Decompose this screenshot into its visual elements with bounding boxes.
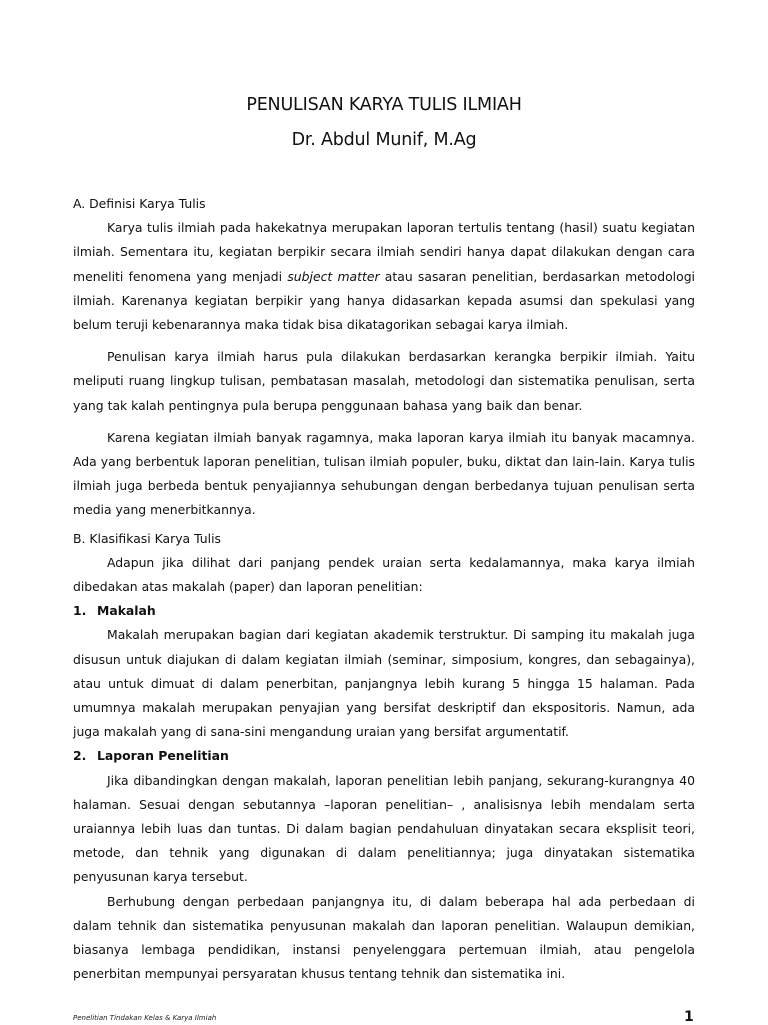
laporan-paragraph-2: Berhubung dengan perbedaan panjangnya itu, di dalam beberapa hal ada perbedaan di dalam tehnik dan sistematika penyusunan makalah dan laporan penelitian. Walaupun demikian, biasanya lembaga pendidikan, instansi penyelenggara pertemuan ilmiah, atau pengelola penerbitan mempunyai persyaratan khusus tentang tehnik dan sistematika ini. <box>73 893 695 982</box>
section-a-p1-text-end: atau sasaran penelitian, berdasarkan metodologi ilmiah. Karenanya kegiatan berpikir yang hanya didasarkan kepada asumsi dan spekulasi yang belum teruji kebenarannya maka tidak bisa dikatagorikan sebagai karya ilmiah. <box>73 268 696 333</box>
document-body <box>73 192 695 987</box>
page-number: 1 <box>684 1009 694 1025</box>
list-item-1-title: Makalah <box>97 603 156 619</box>
document-author: Dr. Abdul Munif, M.Ag <box>291 130 477 150</box>
laporan-paragraph-1: Jika dibandingkan dengan makalah, laporan penelitian lebih panjang, sekurang-kurangnya 40 halaman. Sesuai dengan sebutannya –laporan penelitian– , analisisnya lebih mendalam serta uraiannya lebih luas dan tuntas. Di dalam bagian pendahuluan dinyatakan secara eksplisit teori, metode, dan tehnik yang digunakan di dalam penelitiannya; juga dinyatakan sistematika penyusunan karya tersebut. <box>73 772 695 885</box>
section-b-heading: B. Klasifikasi Karya Tulis <box>73 530 221 546</box>
list-item-1-heading <box>73 599 695 623</box>
section-a-p1-text-start: Karya tulis ilmiah pada hakekatnya merupakan laporan tertulis tentang (hasil) suatu kegiatan ilmiah. Sementara itu, kegiatan berpikir secara ilmiah sendiri hanya dapat dilakukan dengan cara meneliti fenomena yang menjadi <box>73 220 695 284</box>
list-item-2-heading <box>73 744 695 768</box>
list-item-1-number: 1. <box>73 603 87 619</box>
makalah-paragraph-1: Makalah merupakan bagian dari kegiatan akademik terstruktur. Di samping itu makalah juga disusun untuk diajukan di dalam kegiatan ilmiah (seminar, simposium, kongres, dan sebagainya), atau untuk dimuat di dalam penerbitan, panjangnya lebih kurang 5 hingga 15 halaman. Pada umumnya makalah merupakan penyajian yang bersifat deskriptif dan ekspositoris. Namun, ada juga makalah yang di sana-sini mengandung uraian yang bersifat argumentatif. <box>73 627 695 740</box>
page-footer: Penelitian Tindakan Kelas & Karya Ilmiah <box>73 1014 217 1022</box>
section-a-heading: A. Definisi Karya Tulis <box>73 196 206 211</box>
section-a-paragraph-1 <box>73 216 695 337</box>
list-item-2-title: Laporan Penelitian <box>97 748 229 764</box>
section-a-p1-italic-term: subject matter <box>287 268 380 284</box>
section-a-paragraph-2: Penulisan karya ilmiah harus pula dilakukan berdasarkan kerangka berpikir ilmiah. Yaitu meliputi ruang lingkup tulisan, pembatasan masalah, metodologi dan sistematika penulisan, serta yang tak kalah pentingnya pula berupa penggunaan bahasa yang baik dan benar. <box>73 349 695 413</box>
section-b-paragraph-1: Adapun jika dilihat dari panjang pendek uraian serta kedalamannya, maka karya ilmiah dibedakan atas makalah (paper) dan laporan penelitian: <box>73 554 695 595</box>
list-item-2-number: 2. <box>73 748 87 764</box>
document-title: PENULISAN KARYA TULIS ILMIAH <box>246 95 522 115</box>
section-a-paragraph-3: Karena kegiatan ilmiah banyak ragamnya, maka laporan karya ilmiah itu banyak macamnya. Ada yang berbentuk laporan penelitian, tulisan ilmiah populer, buku, diktat dan lain-lain. Karya tulis ilmiah juga berbeda bentuk penyajiannya sehubungan dengan berbedanya tujuan penulisan serta media yang menerbitkannya. <box>73 429 695 518</box>
